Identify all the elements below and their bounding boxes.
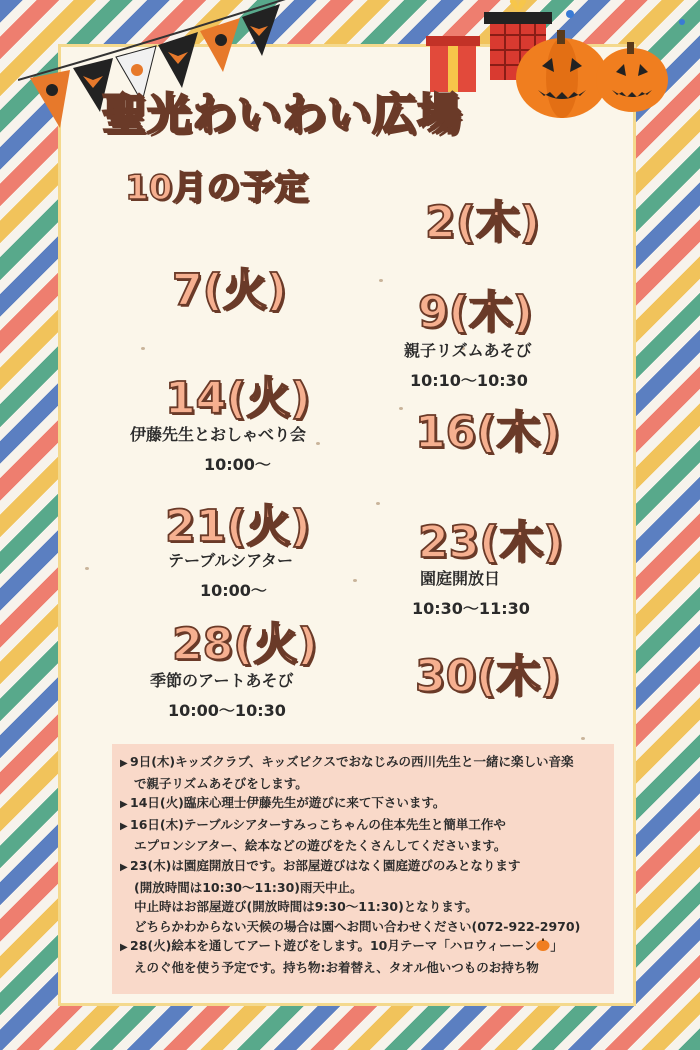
note-line: どちらかわからない天候の場合は園へお問い合わせください(072-922-2970) (134, 918, 581, 934)
event-28: 季節のアートあそび (150, 671, 294, 690)
event-23: 園庭開放日 (420, 569, 501, 588)
event-21: テーブルシアター (168, 551, 294, 570)
page-title: 聖光わいわい広場 (102, 89, 462, 140)
jack-o-lantern-icon-small (596, 42, 668, 112)
date-14: 14(火) (165, 373, 311, 424)
note-line: ▶ 23(木)は園庭開放日です。お部屋遊びはなく園庭遊びのみとなります (120, 856, 608, 878)
notes-box (112, 744, 614, 994)
jack-o-lantern-icon (536, 938, 550, 951)
pumpkins-and-gifts-decoration (420, 0, 700, 130)
time-14: 10:00～ (204, 455, 271, 474)
time-21: 10:00～ (200, 581, 267, 600)
date-7: 7(火) (172, 265, 287, 316)
time-28: 10:00～10:30 (168, 701, 286, 720)
date-16: 16(木) (415, 407, 561, 458)
date-28: 28(火) (172, 619, 318, 670)
date-9: 9(木) (418, 287, 533, 338)
note-line: ▶ 9日(木)キッズクラブ、キッズビクスでおなじみの西川先生と一緒に楽しい音楽 (120, 752, 608, 774)
note-line: で親子リズムあそびをします。 (134, 775, 308, 791)
triangle-bullet-icon: ▶ (120, 820, 128, 832)
note-line: ▶ 16日(木)テーブルシアターすみっこちゃんの住本先生と簡単工作や (120, 815, 608, 837)
time-23: 10:30～11:30 (412, 599, 530, 618)
event-9: 親子リズムあそび (404, 341, 532, 360)
note-line: ▶ 28(火)絵本を通してアート遊びをします。10月テーマ「ハロウィーーン 」 (120, 936, 608, 958)
triangle-bullet-icon: ▶ (120, 861, 128, 873)
triangle-bullet-icon: ▶ (120, 942, 128, 954)
event-14: 伊藤先生とおしゃべり会 (130, 425, 307, 444)
date-23: 23(木) (418, 517, 564, 568)
date-21: 21(火) (165, 501, 311, 552)
date-2: 2(木) (425, 197, 540, 248)
time-9: 10:10～10:30 (410, 371, 528, 390)
note-line: (開放時間は10:30～11:30)雨天中止。 (134, 879, 363, 895)
note-line: 中止時はお部屋遊び(開放時間は9:30～11:30)となります。 (134, 899, 478, 915)
month-subtitle: 10月の予定 (125, 168, 309, 208)
date-30: 30(木) (415, 651, 561, 702)
note-line: エプロンシアター、絵本などの遊びをたくさんしてくださいます。 (134, 838, 507, 854)
note-line: ▶ 14日(火)臨床心理士伊藤先生が遊びに来て下さいます。 (120, 793, 608, 815)
triangle-bullet-icon: ▶ (120, 758, 128, 769)
triangle-bullet-icon: ▶ (120, 799, 128, 811)
note-line: えのぐ他を使う予定です。持ち物:お着替え、タオル他いつものお持ち物 (134, 959, 539, 975)
